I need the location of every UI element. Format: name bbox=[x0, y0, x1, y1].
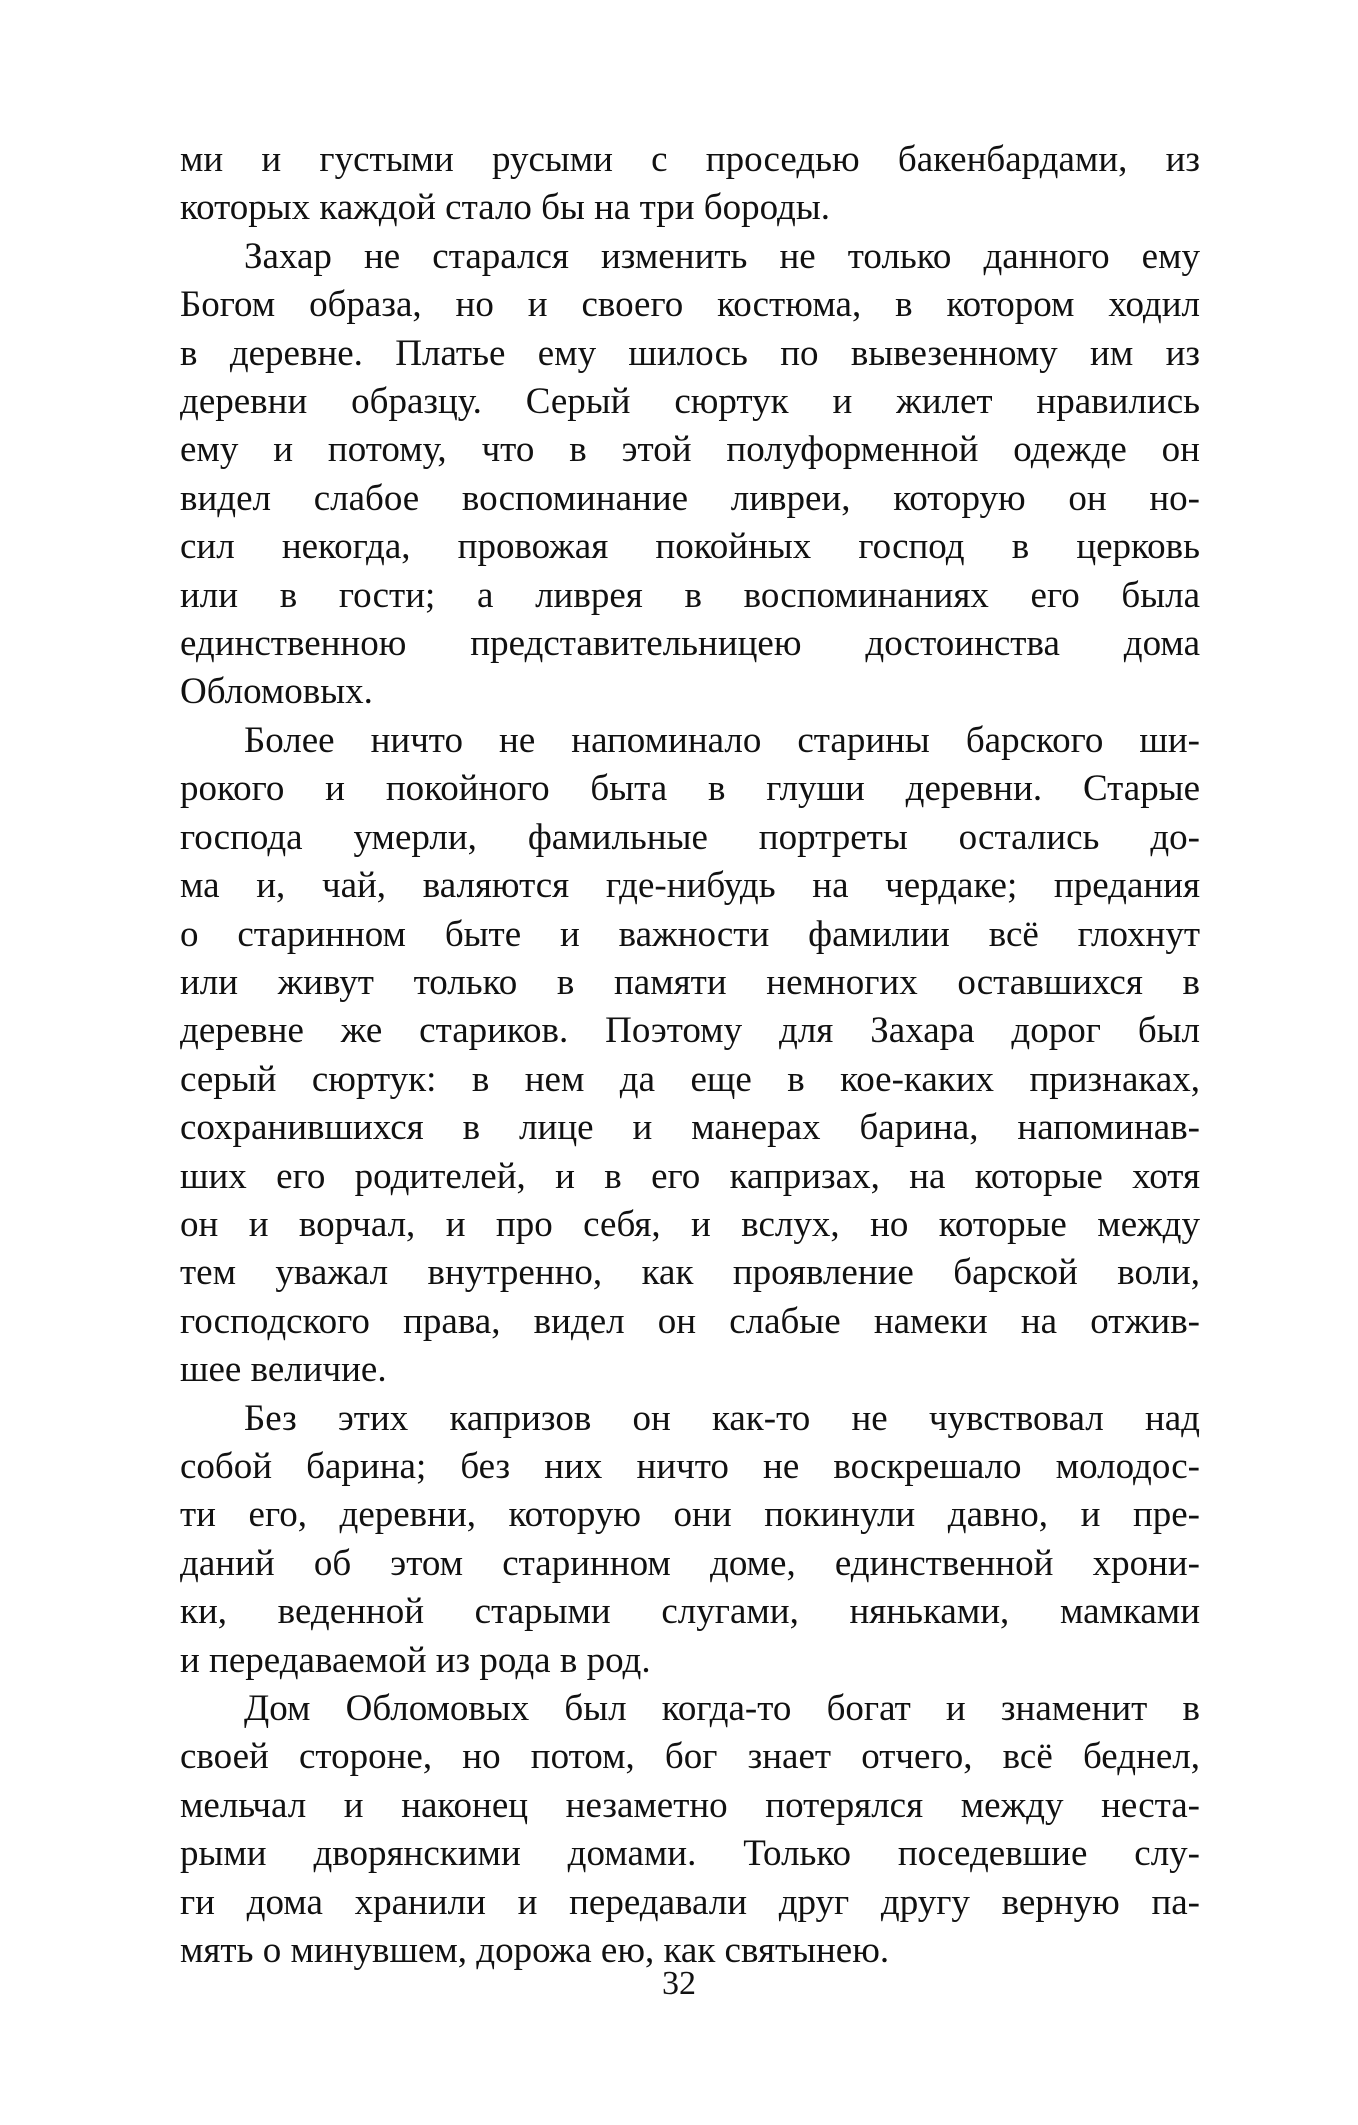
text-line: Захар не старался изменить не только данного ему bbox=[244, 235, 1200, 277]
paragraph bbox=[180, 1395, 1200, 1685]
text-line: шее величие. bbox=[180, 1349, 387, 1391]
paragraph bbox=[180, 717, 1200, 1395]
text-line: деревни образцу. Серый сюртук и жилет нравились bbox=[180, 381, 1200, 423]
text-line: ги дома хранили и передавали друг другу верную па- bbox=[180, 1881, 1200, 1923]
paragraph bbox=[180, 1685, 1200, 1975]
text-line: собой барина; без них ничто не воскрешало молодос- bbox=[180, 1445, 1200, 1487]
text-line: рокого и покойного быта в глуши деревни. Старые bbox=[180, 768, 1200, 810]
text-line: рыми дворянскими домами. Только поседевшие слу- bbox=[180, 1833, 1200, 1875]
text-line: тем уважал внутренно, как проявление барской воли, bbox=[180, 1252, 1200, 1294]
text-line: ма и, чай, валяются где-нибудь на чердаке; предания bbox=[180, 865, 1200, 907]
body-text bbox=[180, 136, 1200, 1975]
text-line: Богом образа, но и своего костюма, в котором ходил bbox=[180, 284, 1200, 326]
paragraph bbox=[180, 233, 1200, 717]
text-line: даний об этом старинном доме, единственной хрони- bbox=[180, 1542, 1200, 1584]
text-line: и передаваемой из рода в род. bbox=[180, 1639, 651, 1681]
page-number: 32 bbox=[662, 1965, 696, 2002]
text-line: ему и потому, что в этой полуформенной одежде он bbox=[180, 429, 1200, 471]
text-line: господского права, видел он слабые намеки на отжив- bbox=[180, 1300, 1200, 1342]
text-line: ших его родителей, и в его капризах, на которые хотя bbox=[180, 1155, 1200, 1197]
text-line: сохранившихся в лице и манерах барина, напоминав- bbox=[180, 1107, 1200, 1149]
text-line: или живут только в памяти немногих оставшихся в bbox=[180, 961, 1200, 1003]
text-line: сил некогда, провожая покойных господ в церковь bbox=[180, 526, 1200, 568]
text-line: своей стороне, но потом, бог знает отчего, всё беднел, bbox=[180, 1736, 1200, 1778]
text-line: мельчал и наконец незаметно потерялся между неста- bbox=[180, 1784, 1200, 1826]
text-line: Обломовых. bbox=[180, 671, 373, 713]
text-line: ки, веденной старыми слугами, няньками, мамками bbox=[180, 1591, 1200, 1633]
text-line: ти его, деревни, которую они покинули давно, и пре- bbox=[180, 1494, 1200, 1536]
text-line: серый сюртук: в нем да еще в кое-каких признаках, bbox=[180, 1058, 1200, 1100]
text-line: Более ничто не напоминало старины барского ши- bbox=[244, 719, 1200, 761]
text-line: о старинном быте и важности фамилии всё глохнут bbox=[180, 913, 1200, 955]
text-line: Без этих капризов он как-то не чувствовал над bbox=[244, 1397, 1200, 1439]
text-line: или в гости; а ливрея в воспоминаниях его была bbox=[180, 574, 1200, 616]
text-line: которых каждой стало бы на три бороды. bbox=[180, 187, 830, 229]
text-line: видел слабое воспоминание ливреи, которую он но- bbox=[180, 477, 1200, 519]
text-line: ми и густыми русыми с проседью бакенбардами, из bbox=[180, 139, 1200, 180]
text-line: в деревне. Платье ему шилось по вывезенному им из bbox=[180, 332, 1200, 374]
text-line: Дом Обломовых был когда-то богат и знаменит в bbox=[244, 1688, 1200, 1729]
text-line: мять о минувшем, дорожа ею, как святынею. bbox=[180, 1930, 890, 1972]
text-line: деревне же стариков. Поэтому для Захара дорог был bbox=[180, 1010, 1200, 1052]
paragraph bbox=[180, 136, 1200, 233]
text-line: господа умерли, фамильные портреты остались до- bbox=[180, 816, 1200, 858]
text-line: он и ворчал, и про себя, и вслух, но которые между bbox=[180, 1203, 1200, 1245]
text-line: единственною представительницею достоинства дома bbox=[180, 623, 1200, 665]
